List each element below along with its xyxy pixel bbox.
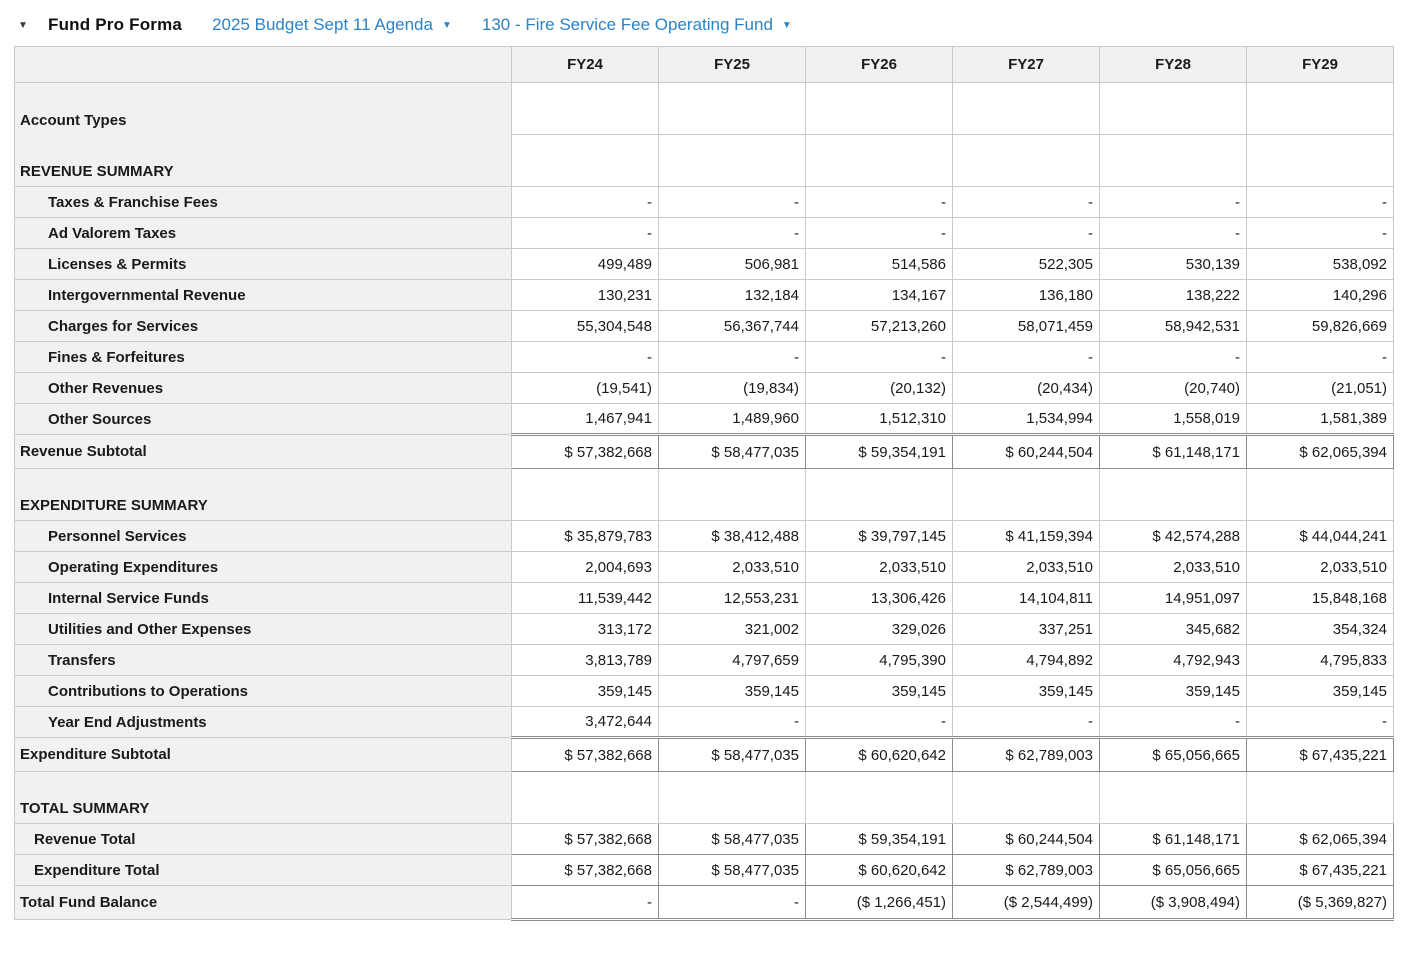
cell-fy26: - [806, 707, 953, 738]
cell-fy24: - [512, 342, 659, 373]
cell-fy28: - [1100, 707, 1247, 738]
chevron-down-icon: ▼ [781, 19, 792, 31]
cell-fy29: 538,092 [1247, 249, 1394, 280]
cell-fy28 [1100, 135, 1247, 187]
cell-fy25: - [659, 886, 806, 920]
cell-fy28: $ 42,574,288 [1100, 521, 1247, 552]
cell-fy27: (20,434) [953, 373, 1100, 404]
cell-fy24: 2,004,693 [512, 552, 659, 583]
cell-fy28: $ 61,148,171 [1100, 435, 1247, 469]
cell-fy28: - [1100, 218, 1247, 249]
cell-fy28 [1100, 772, 1247, 824]
cell-fy24 [512, 83, 659, 135]
cell-fy28: (20,740) [1100, 373, 1247, 404]
cell-fy29: 2,033,510 [1247, 552, 1394, 583]
cell-fy26: $ 60,620,642 [806, 738, 953, 772]
table-row [15, 521, 1394, 552]
cell-fy29: ($ 5,369,827) [1247, 886, 1394, 920]
cell-fy27: 136,180 [953, 280, 1100, 311]
cell-fy24: 359,145 [512, 676, 659, 707]
cell-fy26: 134,167 [806, 280, 953, 311]
cell-fy25: - [659, 707, 806, 738]
cell-fy26: 329,026 [806, 614, 953, 645]
cell-fy27: 14,104,811 [953, 583, 1100, 614]
cell-fy27 [953, 135, 1100, 187]
cell-fy24 [512, 135, 659, 187]
cell-fy27: 522,305 [953, 249, 1100, 280]
cell-fy27: 2,033,510 [953, 552, 1100, 583]
cell-fy26: (20,132) [806, 373, 953, 404]
row-label: Year End Adjustments [15, 707, 512, 738]
cell-fy26: $ 39,797,145 [806, 521, 953, 552]
row-label: Account Types [15, 83, 512, 135]
table-row [15, 583, 1394, 614]
cell-fy29: $ 62,065,394 [1247, 435, 1394, 469]
cell-fy25: 506,981 [659, 249, 806, 280]
row-label: TOTAL SUMMARY [15, 772, 512, 824]
table-row [15, 404, 1394, 435]
table-row [15, 311, 1394, 342]
cell-fy25: 12,553,231 [659, 583, 806, 614]
cell-fy28: 138,222 [1100, 280, 1247, 311]
cell-fy29: $ 44,044,241 [1247, 521, 1394, 552]
cell-fy24: 3,813,789 [512, 645, 659, 676]
cell-fy26: 4,795,390 [806, 645, 953, 676]
cell-fy27: $ 60,244,504 [953, 435, 1100, 469]
cell-fy24: $ 57,382,668 [512, 824, 659, 855]
column-header-fy29: FY29 [1247, 47, 1394, 83]
cell-fy27: $ 60,244,504 [953, 824, 1100, 855]
cell-fy29: 15,848,168 [1247, 583, 1394, 614]
row-label: Intergovernmental Revenue [15, 280, 512, 311]
cell-fy29: 4,795,833 [1247, 645, 1394, 676]
toolbar [0, 0, 1409, 46]
cell-fy24: 1,467,941 [512, 404, 659, 435]
row-label: Utilities and Other Expenses [15, 614, 512, 645]
cell-fy24: $ 57,382,668 [512, 435, 659, 469]
cell-fy29: 59,826,669 [1247, 311, 1394, 342]
table-row [15, 614, 1394, 645]
cell-fy29 [1247, 772, 1394, 824]
cell-fy25: - [659, 187, 806, 218]
table-row [15, 373, 1394, 404]
cell-fy27: 4,794,892 [953, 645, 1100, 676]
cell-fy26 [806, 83, 953, 135]
cell-fy28: - [1100, 187, 1247, 218]
cell-fy28 [1100, 469, 1247, 521]
cell-fy26: - [806, 218, 953, 249]
cell-fy28: 4,792,943 [1100, 645, 1247, 676]
cell-fy25: 2,033,510 [659, 552, 806, 583]
cell-fy27: ($ 2,544,499) [953, 886, 1100, 920]
cell-fy25: 4,797,659 [659, 645, 806, 676]
cell-fy29: $ 67,435,221 [1247, 855, 1394, 886]
cell-fy26: 13,306,426 [806, 583, 953, 614]
row-label: Revenue Subtotal [15, 435, 512, 469]
table-row [15, 187, 1394, 218]
cell-fy24: - [512, 886, 659, 920]
cell-fy29 [1247, 83, 1394, 135]
row-label: Charges for Services [15, 311, 512, 342]
cell-fy25: (19,834) [659, 373, 806, 404]
table-row [15, 855, 1394, 886]
table-row [15, 772, 1394, 824]
cell-fy24: 55,304,548 [512, 311, 659, 342]
cell-fy25: $ 58,477,035 [659, 738, 806, 772]
cell-fy27 [953, 772, 1100, 824]
cell-fy25: $ 58,477,035 [659, 824, 806, 855]
table-row [15, 645, 1394, 676]
cell-fy26: - [806, 342, 953, 373]
cell-fy27 [953, 469, 1100, 521]
cell-fy27: 58,071,459 [953, 311, 1100, 342]
pro-forma-table [14, 46, 1394, 921]
table-row [15, 738, 1394, 772]
table-row [15, 435, 1394, 469]
cell-fy29: - [1247, 187, 1394, 218]
cell-fy25: $ 58,477,035 [659, 855, 806, 886]
cell-fy28: $ 65,056,665 [1100, 855, 1247, 886]
row-label: Internal Service Funds [15, 583, 512, 614]
cell-fy24: 11,539,442 [512, 583, 659, 614]
cell-fy25: $ 58,477,035 [659, 435, 806, 469]
table-row [15, 249, 1394, 280]
cell-fy27: - [953, 187, 1100, 218]
row-label: Fines & Forfeitures [15, 342, 512, 373]
row-label: Licenses & Permits [15, 249, 512, 280]
cell-fy29: 140,296 [1247, 280, 1394, 311]
row-label: Total Fund Balance [15, 886, 512, 920]
cell-fy28: 345,682 [1100, 614, 1247, 645]
cell-fy27: - [953, 707, 1100, 738]
row-label: Ad Valorem Taxes [15, 218, 512, 249]
cell-fy29: - [1247, 707, 1394, 738]
cell-fy28: $ 65,056,665 [1100, 738, 1247, 772]
table-row [15, 707, 1394, 738]
cell-fy28: 58,942,531 [1100, 311, 1247, 342]
row-label: Other Sources [15, 404, 512, 435]
pro-forma-table-body [15, 83, 1394, 920]
page-title: Fund Pro Forma [48, 15, 183, 34]
table-row [15, 342, 1394, 373]
cell-fy28 [1100, 83, 1247, 135]
cell-fy25: 1,489,960 [659, 404, 806, 435]
cell-fy26: 359,145 [806, 676, 953, 707]
cell-fy28: 530,139 [1100, 249, 1247, 280]
cell-fy27 [953, 83, 1100, 135]
cell-fy26 [806, 135, 953, 187]
row-label: Revenue Total [15, 824, 512, 855]
column-header-blank [15, 47, 512, 83]
cell-fy25 [659, 83, 806, 135]
table-row [15, 676, 1394, 707]
cell-fy28: 359,145 [1100, 676, 1247, 707]
cell-fy28: 14,951,097 [1100, 583, 1247, 614]
cell-fy24 [512, 772, 659, 824]
column-header-row [15, 47, 1394, 83]
cell-fy27: - [953, 218, 1100, 249]
cell-fy28: ($ 3,908,494) [1100, 886, 1247, 920]
cell-fy29: 359,145 [1247, 676, 1394, 707]
cell-fy28: $ 61,148,171 [1100, 824, 1247, 855]
cell-fy24: 130,231 [512, 280, 659, 311]
table-row [15, 552, 1394, 583]
budget-dropdown-label: 2025 Budget Sept 11 Agenda [212, 15, 433, 34]
column-header-fy27: FY27 [953, 47, 1100, 83]
cell-fy25: - [659, 218, 806, 249]
collapse-caret-icon[interactable]: ▼ [18, 19, 28, 31]
budget-dropdown[interactable] [212, 15, 452, 35]
cell-fy25: $ 38,412,488 [659, 521, 806, 552]
cell-fy27: - [953, 342, 1100, 373]
cell-fy29: 354,324 [1247, 614, 1394, 645]
row-label: Operating Expenditures [15, 552, 512, 583]
cell-fy24: 3,472,644 [512, 707, 659, 738]
chevron-down-icon: ▼ [441, 19, 452, 31]
cell-fy26: - [806, 187, 953, 218]
row-label: EXPENDITURE SUMMARY [15, 469, 512, 521]
cell-fy29 [1247, 469, 1394, 521]
table-row [15, 824, 1394, 855]
cell-fy29: - [1247, 218, 1394, 249]
table-row [15, 135, 1394, 187]
column-header-fy25: FY25 [659, 47, 806, 83]
cell-fy24 [512, 469, 659, 521]
cell-fy25: 359,145 [659, 676, 806, 707]
cell-fy27: 359,145 [953, 676, 1100, 707]
cell-fy24: $ 35,879,783 [512, 521, 659, 552]
table-row [15, 83, 1394, 135]
cell-fy25 [659, 469, 806, 521]
fund-dropdown-label: 130 - Fire Service Fee Operating Fund [481, 15, 773, 34]
cell-fy25: 56,367,744 [659, 311, 806, 342]
cell-fy27: $ 41,159,394 [953, 521, 1100, 552]
cell-fy25: 321,002 [659, 614, 806, 645]
cell-fy29: $ 62,065,394 [1247, 824, 1394, 855]
cell-fy26: ($ 1,266,451) [806, 886, 953, 920]
column-header-fy24: FY24 [512, 47, 659, 83]
cell-fy24: $ 57,382,668 [512, 738, 659, 772]
cell-fy27: 1,534,994 [953, 404, 1100, 435]
cell-fy27: 337,251 [953, 614, 1100, 645]
cell-fy24: (19,541) [512, 373, 659, 404]
table-row [15, 469, 1394, 521]
cell-fy26: $ 60,620,642 [806, 855, 953, 886]
cell-fy25: - [659, 342, 806, 373]
cell-fy26 [806, 772, 953, 824]
row-label: REVENUE SUMMARY [15, 135, 512, 187]
cell-fy28: - [1100, 342, 1247, 373]
cell-fy26: 514,586 [806, 249, 953, 280]
cell-fy24: $ 57,382,668 [512, 855, 659, 886]
row-label: Transfers [15, 645, 512, 676]
cell-fy29: $ 67,435,221 [1247, 738, 1394, 772]
row-label: Other Revenues [15, 373, 512, 404]
cell-fy26: 57,213,260 [806, 311, 953, 342]
cell-fy28: 1,558,019 [1100, 404, 1247, 435]
row-label: Taxes & Franchise Fees [15, 187, 512, 218]
cell-fy25: 132,184 [659, 280, 806, 311]
fund-dropdown[interactable] [482, 15, 792, 35]
cell-fy26: $ 59,354,191 [806, 824, 953, 855]
column-header-fy26: FY26 [806, 47, 953, 83]
table-row [15, 218, 1394, 249]
cell-fy24: - [512, 218, 659, 249]
cell-fy29 [1247, 135, 1394, 187]
row-label: Contributions to Operations [15, 676, 512, 707]
cell-fy29: 1,581,389 [1247, 404, 1394, 435]
cell-fy29: (21,051) [1247, 373, 1394, 404]
cell-fy25 [659, 772, 806, 824]
cell-fy24: 313,172 [512, 614, 659, 645]
row-label: Personnel Services [15, 521, 512, 552]
cell-fy26: $ 59,354,191 [806, 435, 953, 469]
cell-fy29: - [1247, 342, 1394, 373]
cell-fy28: 2,033,510 [1100, 552, 1247, 583]
column-header-fy28: FY28 [1100, 47, 1247, 83]
cell-fy27: $ 62,789,003 [953, 738, 1100, 772]
cell-fy26 [806, 469, 953, 521]
row-label: Expenditure Subtotal [15, 738, 512, 772]
table-row [15, 886, 1394, 920]
cell-fy26: 1,512,310 [806, 404, 953, 435]
cell-fy27: $ 62,789,003 [953, 855, 1100, 886]
cell-fy24: 499,489 [512, 249, 659, 280]
cell-fy24: - [512, 187, 659, 218]
row-label: Expenditure Total [15, 855, 512, 886]
cell-fy25 [659, 135, 806, 187]
table-row [15, 280, 1394, 311]
cell-fy26: 2,033,510 [806, 552, 953, 583]
